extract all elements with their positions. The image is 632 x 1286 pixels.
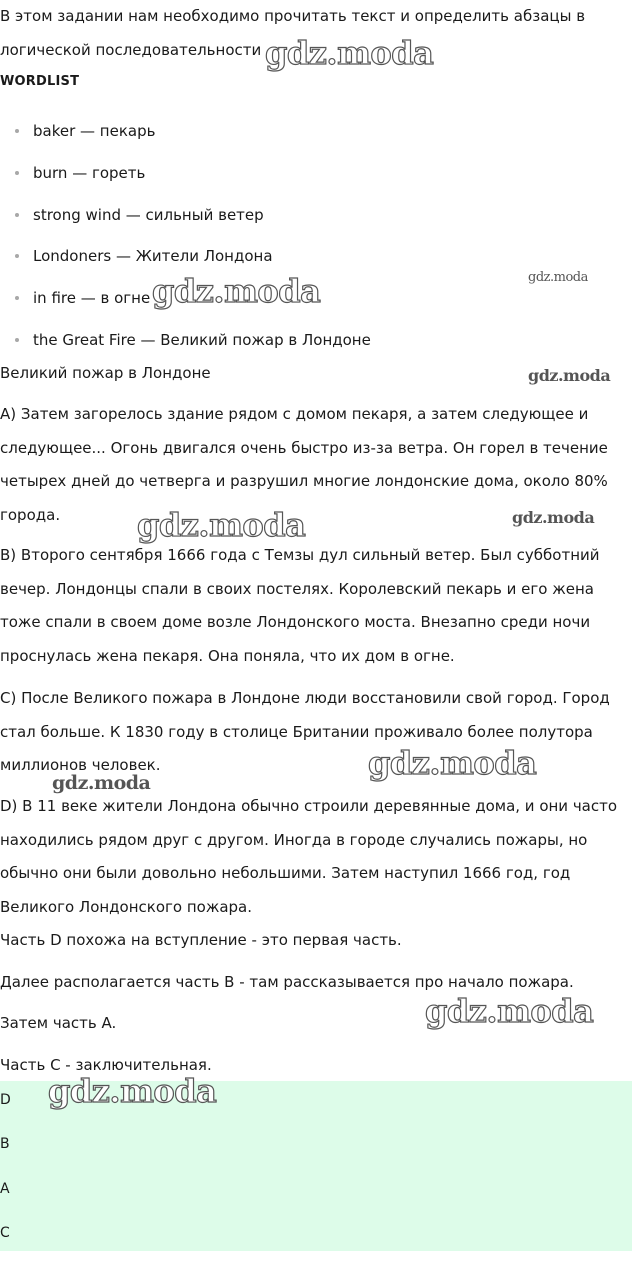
wordlist-item-text: strong wind — сильный ветер (33, 205, 264, 224)
wordlist-item (0, 199, 371, 241)
answer-item: B (0, 1136, 10, 1152)
solution-line: Часть D похожа на вступление - это первая часть. (0, 931, 402, 949)
solution-line: Далее располагается часть B - там рассказывается про начало пожара. (0, 973, 574, 991)
paragraph-a: A) Затем загорелось здание рядом с домом пекаря, а затем следующее и следующее... Огонь двигался очень быстро из-за ветра. Он горел в течение четырех дней до четверга и разрушил многие лондонские дома, около 80% города. (0, 405, 608, 524)
bullet-icon (15, 213, 19, 217)
answer-item: D (0, 1092, 11, 1108)
bullet-icon (15, 171, 19, 175)
answer-item: A (0, 1181, 10, 1197)
wordlist-heading: WORDLIST (0, 74, 80, 89)
paragraph-c: C) После Великого пожара в Лондоне люди восстановили свой город. Город стал больше. К 1830 году в столице Британии проживало более полутора миллионов человек. (0, 689, 610, 774)
solution-line: Часть C - заключительная. (0, 1056, 212, 1074)
wordlist-item-text: Londoners — Жители Лондона (33, 247, 273, 266)
bullet-icon (15, 129, 19, 133)
watermark: gdz.moda (425, 992, 594, 1030)
watermark: gdz.moda (528, 366, 611, 385)
watermark: gdz.moda (512, 508, 595, 527)
watermark: gdz.moda (137, 506, 306, 544)
wordlist-item-text: burn — гореть (33, 163, 146, 182)
wordlist (0, 115, 371, 366)
answer-item: C (0, 1225, 10, 1241)
watermark: gdz.moda (368, 744, 537, 782)
watermark: gdz.moda (528, 270, 588, 285)
paragraph-b: B) Второго сентября 1666 года с Темзы дул сильный ветер. Был субботний вечер. Лондонцы спали в своих постелях. Королевский пекарь и его жена тоже спали в своем доме возле Лондонского моста. Внезапно среди ночи проснулась жена пекаря. Она поняла, что их дом в огне. (0, 546, 600, 665)
bullet-icon (15, 296, 19, 300)
wordlist-item-text: in fire — в огне (33, 289, 151, 308)
bullet-icon (15, 338, 19, 342)
intro-text: В этом задании нам необходимо прочитать текст и определить абзацы в логической последовательности (0, 7, 586, 59)
wordlist-item-text: baker — пекарь (33, 122, 156, 140)
watermark: gdz.moda (265, 34, 434, 72)
wordlist-item (0, 115, 371, 157)
watermark: gdz.moda (152, 272, 321, 310)
bullet-icon (15, 254, 19, 258)
wordlist-item (0, 157, 371, 199)
watermark: gdz.moda (48, 1072, 217, 1110)
solution-line: Затем часть A. (0, 1014, 117, 1032)
wordlist-item-text: the Great Fire — Великий пожар в Лондоне (33, 330, 371, 349)
text-title: Великий пожар в Лондоне (0, 364, 211, 382)
paragraph-d: D) В 11 веке жители Лондона обычно строили деревянные дома, и они часто находились рядом друг с другом. Иногда в городе случались пожары, но обычно они были довольно небольшими. Затем наступил 1666 год, год Великого Лондонского пожара. (0, 797, 618, 916)
watermark: gdz.moda (52, 772, 151, 794)
